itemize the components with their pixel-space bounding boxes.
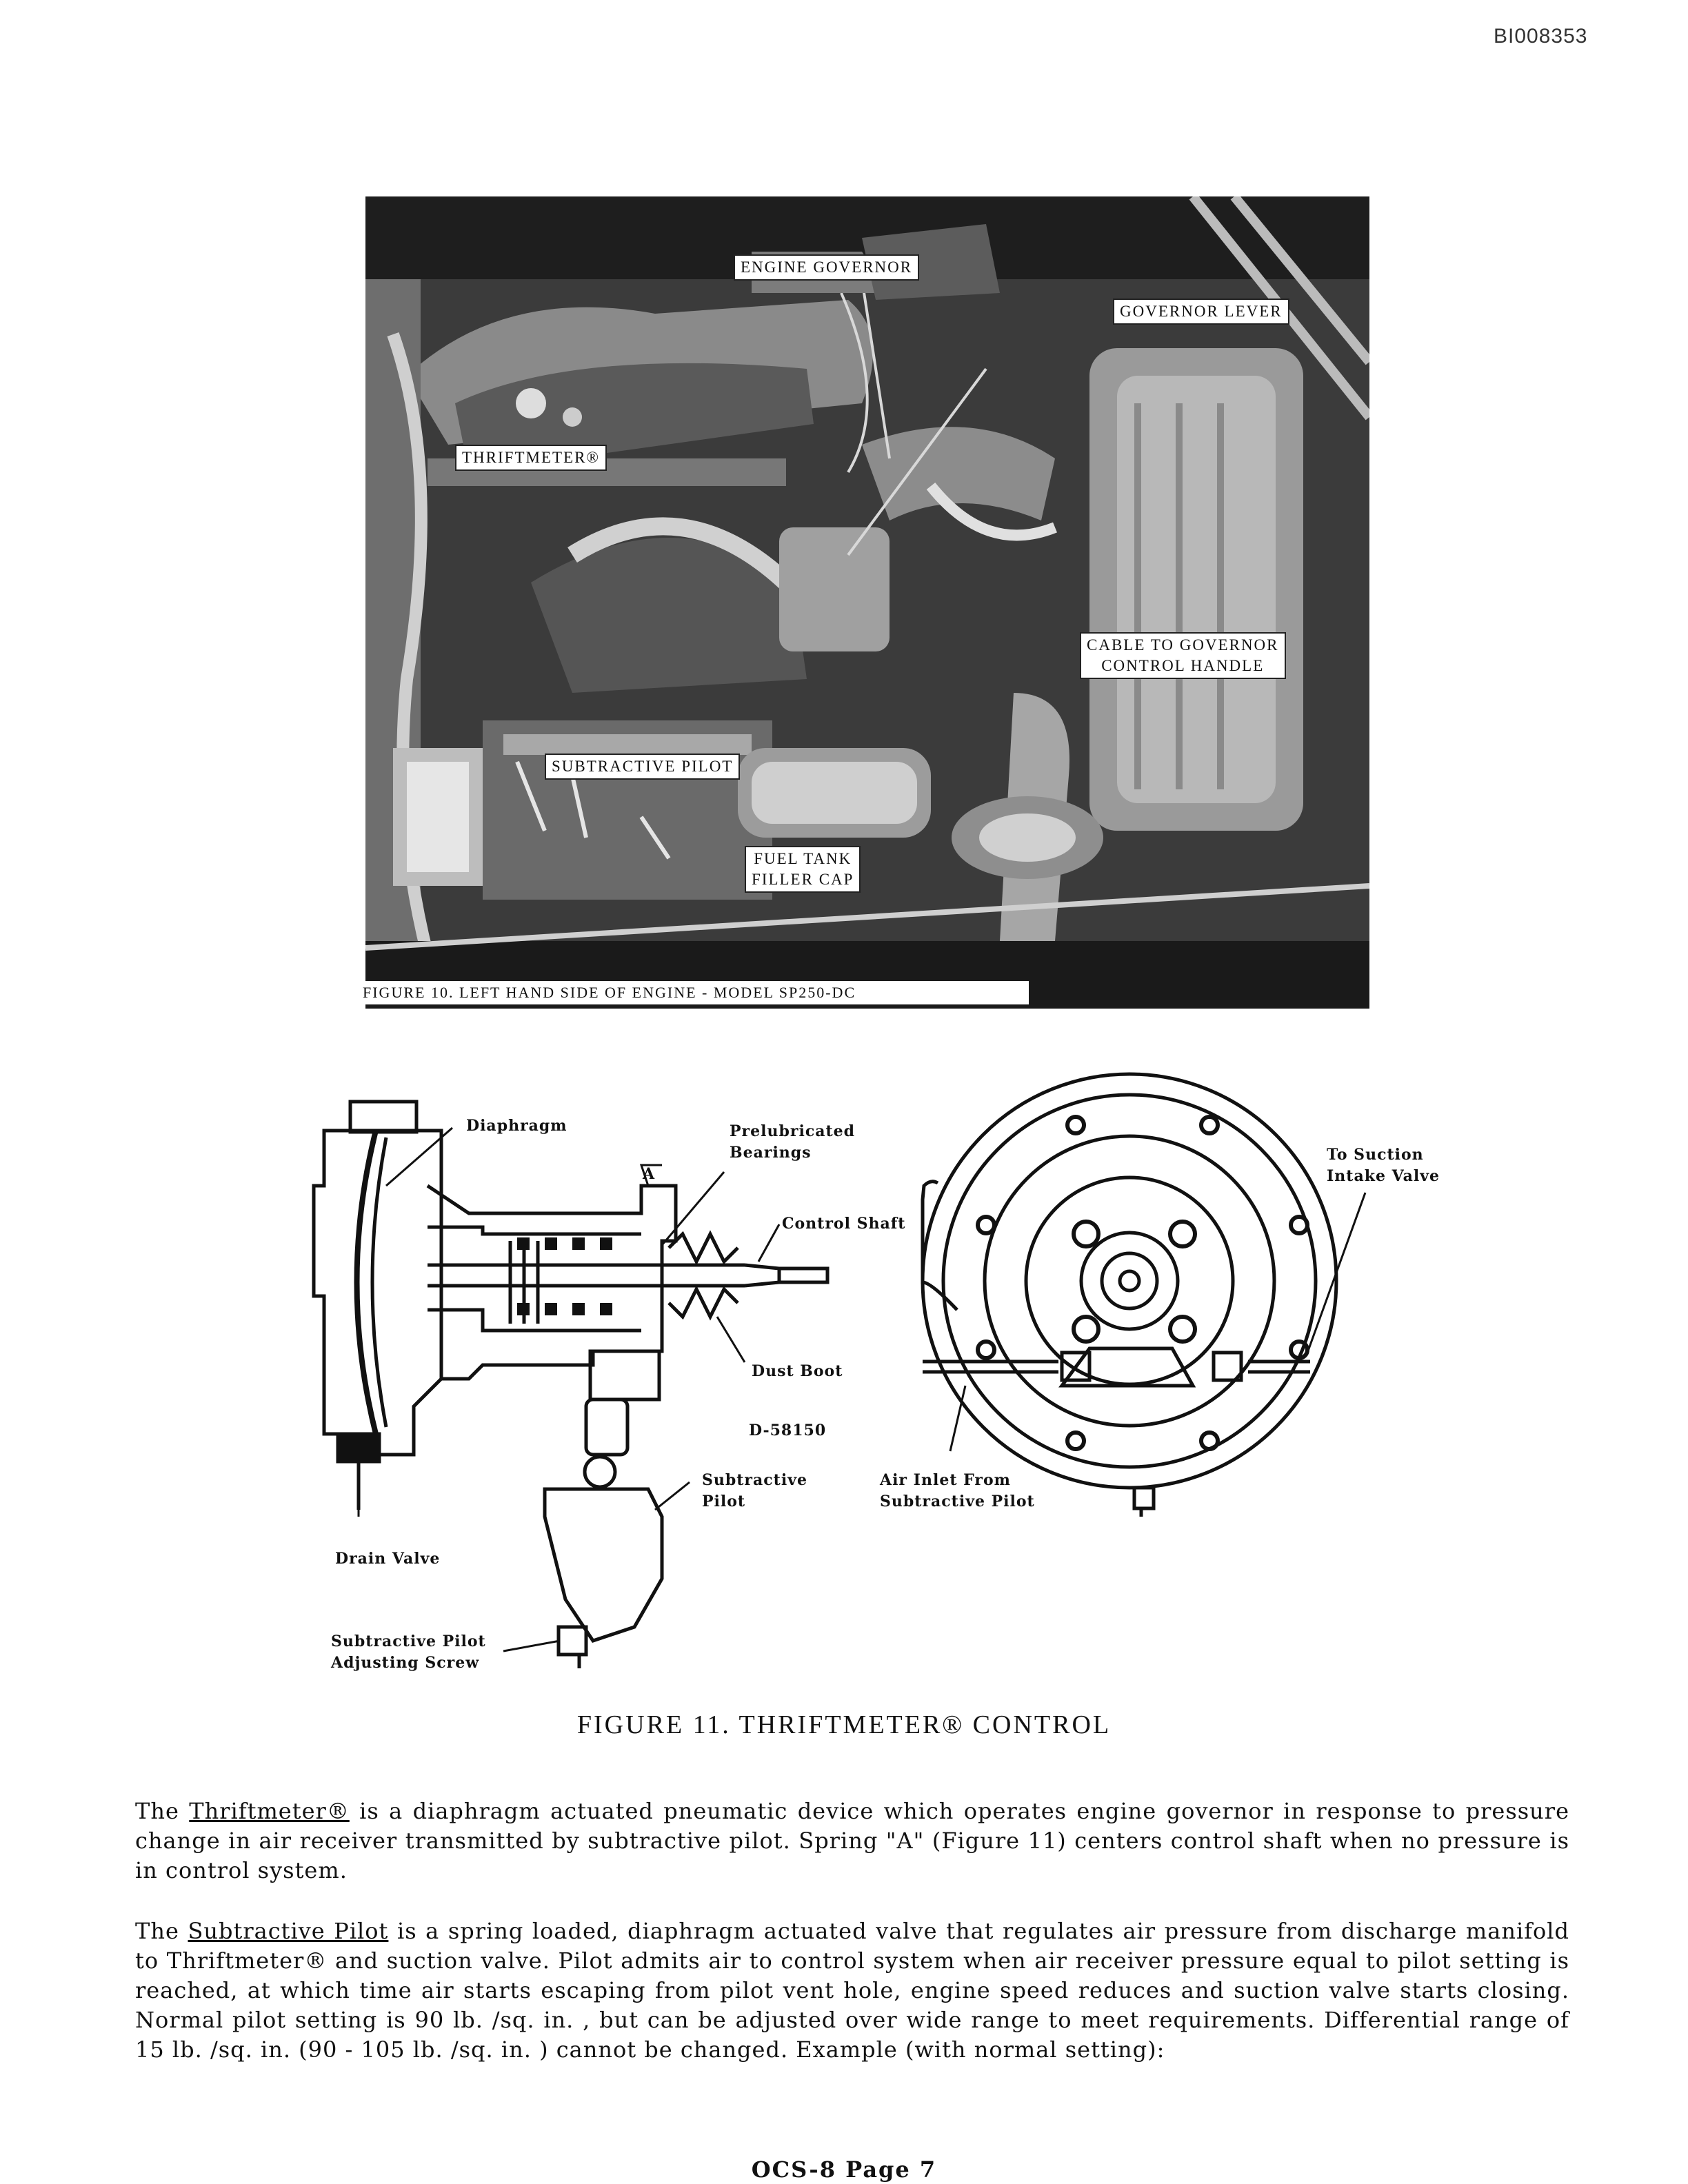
paragraph-1-body: is a diaphragm actuated pneumatic device which operates engine governor in response to pressure change in air receiver transmitted by subtractive pilot. Spring "A" (Figure 11) centers control shaft when no pressure is in control system.	[135, 1798, 1570, 1883]
label-subtractive-pilot: Subtractive Pilot	[702, 1471, 807, 1510]
label-thriftmeter: THRIFTMETER®	[455, 445, 607, 471]
figure-11-title: FIGURE 11. THRIFTMETER® CONTROL	[576, 1710, 1112, 1739]
label-to-suction-intake-valve: To Suction Intake Valve	[1327, 1146, 1440, 1185]
label-dust-boot: Dust Boot	[752, 1362, 843, 1380]
label-drawing-number: D-58150	[749, 1422, 827, 1439]
document-id: BI008353	[1494, 25, 1588, 48]
paragraph-2-lead: The	[135, 1918, 188, 1944]
label-air-inlet: Air Inlet From Subtractive Pilot	[880, 1471, 1035, 1510]
paragraph-thriftmeter	[135, 1797, 1569, 1885]
paragraph-subtractive-pilot	[135, 1917, 1569, 2065]
paragraph-1-lead: The	[135, 1798, 190, 1824]
label-subtractive-pilot-photo: SUBTRACTIVE PILOT	[545, 754, 740, 780]
label-fuel-tank-filler-cap: FUEL TANK FILLER CAP	[745, 846, 861, 893]
label-adjusting-screw: Subtractive Pilot Adjusting Screw	[331, 1632, 486, 1672]
label-prelubricated-bearings: Prelubricated Bearings	[730, 1122, 856, 1162]
page-footer: OCS-8 Page 7	[751, 2156, 937, 2183]
label-engine-governor: ENGINE GOVERNOR	[734, 254, 919, 281]
label-drain-valve: Drain Valve	[335, 1550, 441, 1568]
label-governor-lever: GOVERNOR LEVER	[1113, 299, 1289, 325]
label-cable-to-governor: CABLE TO GOVERNOR CONTROL HANDLE	[1080, 632, 1286, 679]
label-spring-a: A	[643, 1165, 656, 1183]
term-thriftmeter: Thriftmeter®	[189, 1798, 350, 1824]
label-control-shaft: Control Shaft	[782, 1215, 906, 1233]
figure-10-caption: FIGURE 10. LEFT HAND SIDE OF ENGINE - MODEL SP250-DC	[359, 981, 1029, 1004]
label-diaphragm: Diaphragm	[466, 1117, 567, 1135]
paragraph-2-body: is a spring loaded, diaphragm actuated valve that regulates air pressure from discharge manifold to Thriftmeter® and suction valve. Pilot admits air to control system when air receiver pressure equal to pilot setting is reached, at which time air starts escaping from pilot vent hole, engine speed reduces and suction valve starts closing. Normal pilot setting is 90 lb. /sq. in. , but can be adjusted over wide range to meet requirements. Differential range of 15 lb. /sq. in. (90 - 105 lb. /sq. in. ) cannot be changed. Example (with normal setting):	[135, 1918, 1570, 2063]
term-subtractive-pilot: Subtractive Pilot	[188, 1918, 389, 1944]
